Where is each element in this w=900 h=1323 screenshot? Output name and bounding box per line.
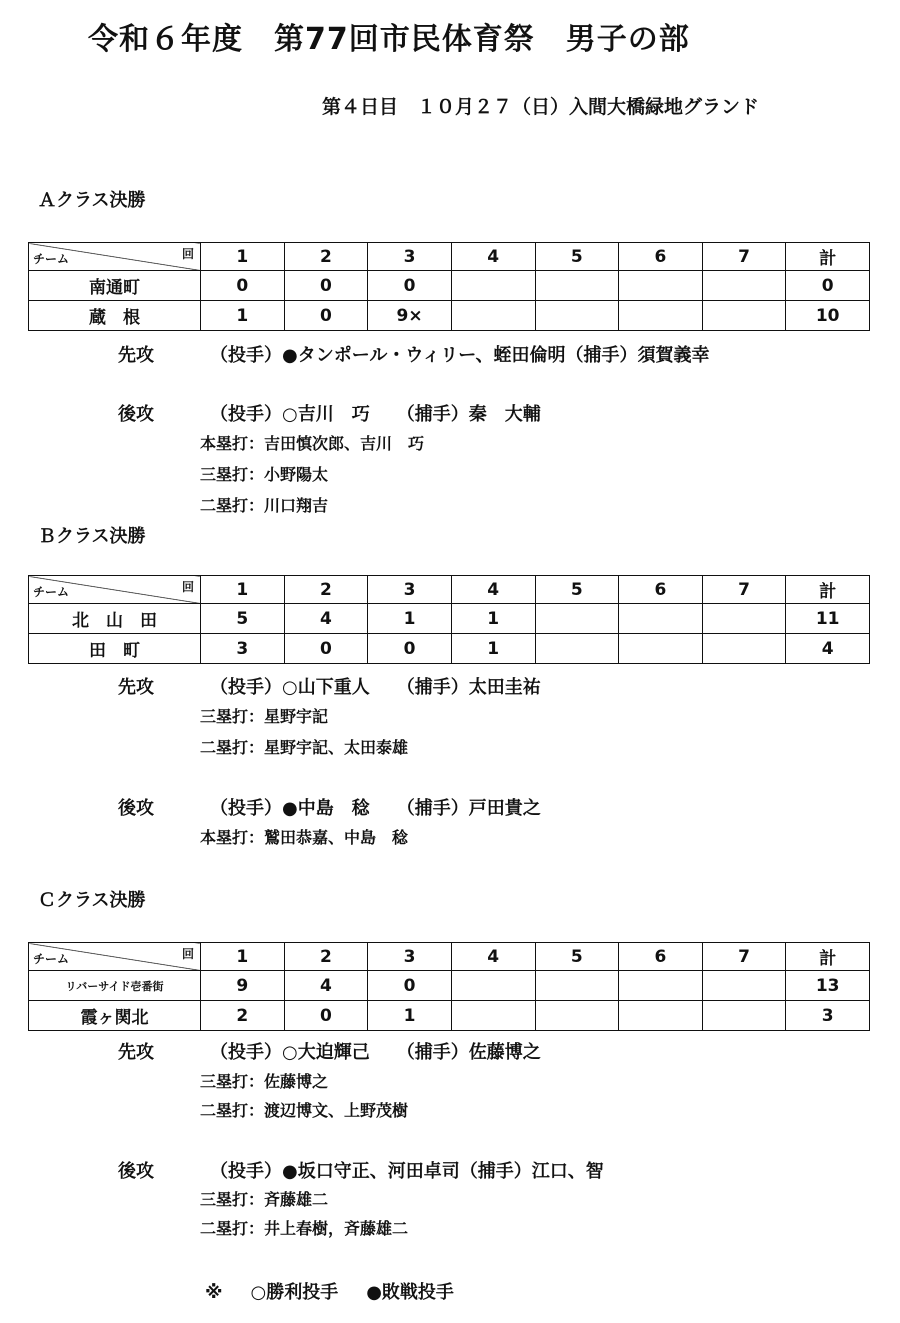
inning-score	[702, 271, 786, 301]
second-batting-label: 後攻	[118, 798, 154, 819]
team-name: 田 町	[29, 634, 201, 664]
inning-score	[619, 1001, 703, 1031]
inning-number-header: 2	[284, 576, 368, 604]
inning-score: 9	[201, 971, 285, 1001]
inning-score: 1	[368, 604, 452, 634]
first-batting-pitchers: （投手）●タンポール・ウィリー、蛭田倫明（捕手）須賀義幸	[210, 345, 710, 366]
first-batting-label: 先攻	[118, 677, 154, 698]
class-c-score-table	[28, 942, 870, 1031]
team-header: チーム	[33, 952, 70, 966]
team-name: リバーサイド壱番街	[29, 971, 201, 1001]
class-a-title: Ａクラス決勝	[38, 190, 146, 211]
inning-header: 回	[181, 247, 194, 261]
inning-number-header: 7	[702, 243, 786, 271]
second-batting-pitchers: （投手）○吉川 巧 （捕手）秦 大輔	[210, 404, 541, 425]
total-header: 計	[786, 243, 870, 271]
total-score: 13	[786, 971, 870, 1001]
team-name: 北 山 田	[29, 604, 201, 634]
class-a-first-batting	[118, 341, 710, 367]
inning-number-header: 3	[368, 576, 452, 604]
class-b-first-batting	[118, 673, 541, 699]
total-score: 10	[786, 301, 870, 331]
team-header: チーム	[33, 585, 70, 599]
inning-score	[619, 301, 703, 331]
team-name: 霞ヶ関北	[29, 1001, 201, 1031]
inning-score	[702, 971, 786, 1001]
inning-score	[535, 301, 619, 331]
inning-score	[702, 634, 786, 664]
class-a-homerun: 本塁打：吉田慎次郎、吉川 巧	[200, 434, 425, 453]
inning-score: 0	[368, 971, 452, 1001]
page-title: 令和６年度 第77回市民体育祭 男子の部	[88, 22, 690, 57]
event-date-venue: 第４日目 １０月２７（日）入間大橋緑地グランド	[322, 96, 760, 118]
inning-score	[535, 971, 619, 1001]
legend-win: ○勝利投手	[250, 1282, 339, 1303]
first-batting-pitchers: （投手）○大迫輝己 （捕手）佐藤博之	[210, 1042, 541, 1063]
first-batting-label: 先攻	[118, 1042, 154, 1063]
inning-number-header: 5	[535, 243, 619, 271]
inning-score	[451, 971, 535, 1001]
legend-mark: ※	[205, 1282, 223, 1303]
inning-score	[451, 301, 535, 331]
inning-score: 1	[368, 1001, 452, 1031]
inning-number-header: 6	[619, 943, 703, 971]
score-header-row	[29, 576, 870, 604]
inning-number-header: 6	[619, 576, 703, 604]
inning-score	[619, 634, 703, 664]
second-batting-pitchers: （投手）●中島 稔 （捕手）戸田貴之	[210, 798, 541, 819]
total-score: 3	[786, 1001, 870, 1031]
total-score: 4	[786, 634, 870, 664]
class-c-first-triple: 三塁打：佐藤博之	[200, 1072, 329, 1091]
class-b-first-triple: 三塁打：星野宇記	[200, 707, 329, 726]
inning-number-header: 4	[451, 243, 535, 271]
inning-score: 0	[284, 271, 368, 301]
total-score: 0	[786, 271, 870, 301]
inning-score	[702, 1001, 786, 1031]
inning-score	[702, 301, 786, 331]
inning-score	[702, 604, 786, 634]
inning-number-header: 7	[702, 576, 786, 604]
inning-header: 回	[181, 947, 194, 961]
inning-number-header: 1	[201, 243, 285, 271]
inning-score: 0	[201, 271, 285, 301]
legend-loss: ●敗戦投手	[366, 1282, 454, 1303]
class-a-second-batting	[118, 400, 541, 426]
pitcher-legend	[205, 1278, 482, 1304]
inning-score: 0	[284, 301, 368, 331]
class-b-second-batting	[118, 794, 541, 820]
total-header: 計	[786, 576, 870, 604]
team-score-row	[29, 971, 870, 1001]
total-header: 計	[786, 943, 870, 971]
inning-score: 1	[451, 634, 535, 664]
second-batting-label: 後攻	[118, 1161, 154, 1182]
inning-number-header: 1	[201, 943, 285, 971]
inning-score	[535, 604, 619, 634]
first-batting-pitchers: （投手）○山下重人 （捕手）太田圭祐	[210, 677, 541, 698]
score-header-row	[29, 243, 870, 271]
team-score-row	[29, 301, 870, 331]
inning-score: 0	[368, 271, 452, 301]
inning-score	[451, 1001, 535, 1031]
inning-score	[619, 971, 703, 1001]
class-c-second-batting	[118, 1157, 604, 1183]
inning-score: 2	[201, 1001, 285, 1031]
class-a-triple: 三塁打：小野陽太	[200, 465, 329, 484]
class-c-title: Ｃクラス決勝	[38, 890, 146, 911]
inning-header: 回	[181, 580, 194, 594]
inning-number-header: 3	[368, 943, 452, 971]
inning-score: 0	[368, 634, 452, 664]
team-name: 蔵 根	[29, 301, 201, 331]
inning-number-header: 4	[451, 576, 535, 604]
inning-score	[535, 634, 619, 664]
inning-number-header: 3	[368, 243, 452, 271]
inning-score: 0	[284, 1001, 368, 1031]
inning-score: 4	[284, 604, 368, 634]
inning-number-header: 5	[535, 576, 619, 604]
class-b-score-table	[28, 575, 870, 664]
score-header-row	[29, 943, 870, 971]
second-batting-pitchers: （投手）●坂口守正、河田卓司（捕手）江口、智	[210, 1161, 604, 1182]
class-c-second-double: 二塁打：井上春樹，斉藤雄二	[200, 1219, 409, 1238]
total-score: 11	[786, 604, 870, 634]
inning-score: 4	[284, 971, 368, 1001]
inning-score: 3	[201, 634, 285, 664]
team-score-row	[29, 634, 870, 664]
inning-number-header: 1	[201, 576, 285, 604]
class-a-double: 二塁打：川口翔吉	[200, 496, 329, 515]
inning-score	[619, 604, 703, 634]
inning-score: 1	[451, 604, 535, 634]
inning-score: 9×	[368, 301, 452, 331]
first-batting-label: 先攻	[118, 345, 154, 366]
inning-number-header: 5	[535, 943, 619, 971]
inning-score	[619, 271, 703, 301]
team-name: 南通町	[29, 271, 201, 301]
class-c-second-triple: 三塁打：斉藤雄二	[200, 1190, 329, 1209]
team-inning-corner-cell	[29, 576, 201, 604]
class-b-title: Ｂクラス決勝	[38, 526, 146, 547]
team-header: チーム	[33, 252, 70, 266]
second-batting-label: 後攻	[118, 404, 154, 425]
inning-number-header: 6	[619, 243, 703, 271]
inning-score: 0	[284, 634, 368, 664]
team-score-row	[29, 1001, 870, 1031]
inning-score	[535, 1001, 619, 1031]
class-c-first-double: 二塁打：渡辺博文、上野茂樹	[200, 1101, 409, 1120]
team-inning-corner-cell	[29, 943, 201, 971]
inning-score	[535, 271, 619, 301]
class-b-second-homerun: 本塁打：鷲田恭嘉、中島 稔	[200, 828, 409, 847]
team-score-row	[29, 271, 870, 301]
team-inning-corner-cell	[29, 243, 201, 271]
inning-number-header: 2	[284, 243, 368, 271]
inning-score: 1	[201, 301, 285, 331]
class-b-first-double: 二塁打：星野宇記、太田泰雄	[200, 738, 409, 757]
inning-score	[451, 271, 535, 301]
class-a-score-table	[28, 242, 870, 331]
inning-score: 5	[201, 604, 285, 634]
inning-number-header: 4	[451, 943, 535, 971]
inning-number-header: 7	[702, 943, 786, 971]
inning-number-header: 2	[284, 943, 368, 971]
team-score-row	[29, 604, 870, 634]
class-c-first-batting	[118, 1038, 541, 1064]
